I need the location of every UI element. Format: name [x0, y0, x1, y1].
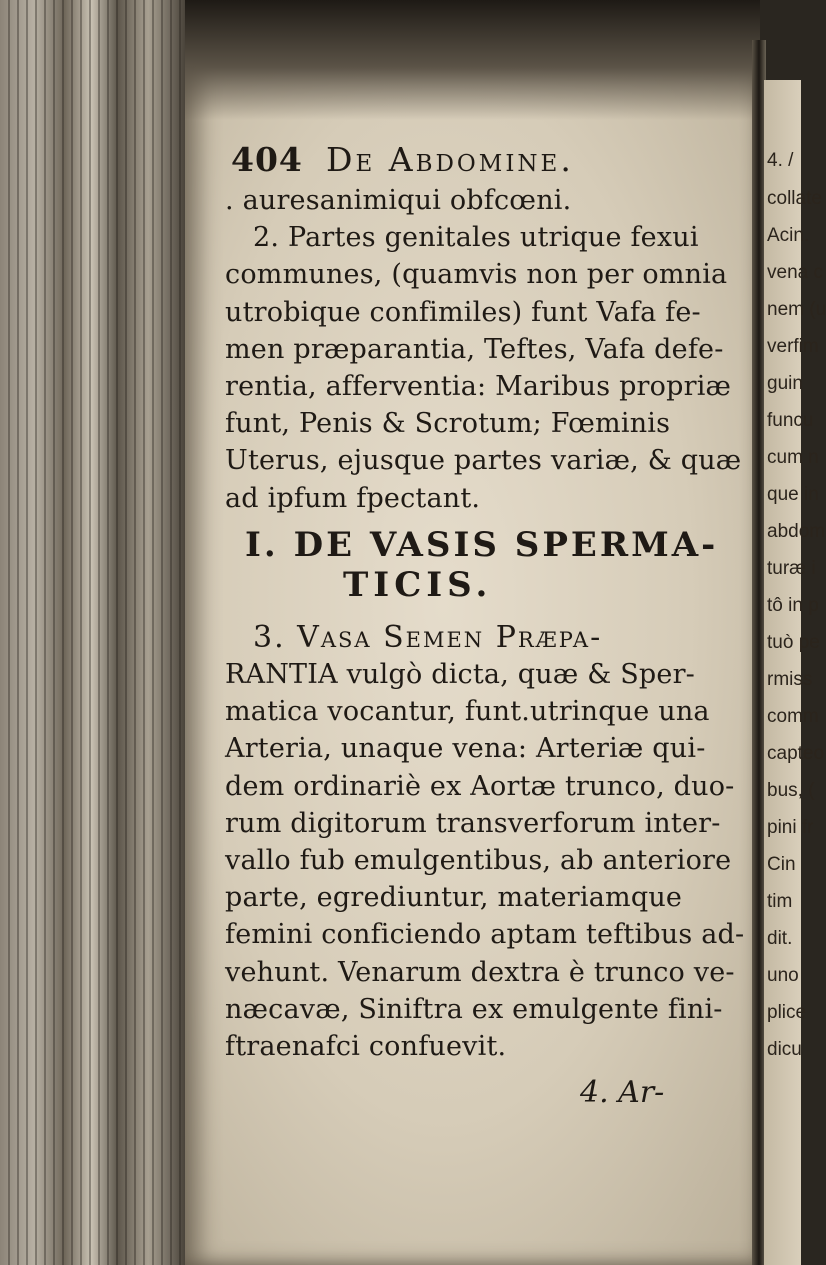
- next-page-fragment: Cin: [767, 854, 796, 875]
- page-top-shadow: [185, 0, 760, 120]
- next-page-fragment: cum n: [767, 447, 819, 468]
- next-page-fragment-list: [764, 180, 826, 1068]
- next-page-fragment: que in: [767, 484, 819, 505]
- paragraph-lead: 3. Vasa Semen Præpa-: [253, 619, 603, 655]
- next-page-fragment: 4. /: [767, 150, 794, 171]
- text-line: næcavæ, Siniftra ex emulgente fini-: [225, 993, 723, 1025]
- next-page-fragment: bus, (: [767, 780, 815, 801]
- text-line: matica vocantur, funt.utrinque una: [225, 696, 710, 728]
- text-line: parte, egrediuntur, materiamque: [225, 882, 683, 914]
- text-line: femini conficiendo aptam teftibus ad-: [225, 919, 745, 951]
- running-head: De Abdomine.: [326, 140, 574, 179]
- text-line: RANTIA vulgò dicta, quæ & Sper-: [225, 659, 695, 691]
- next-page-fragment: tuò pe: [767, 632, 820, 653]
- text-line: men præparantia, Teftes, Vafa defe-: [225, 333, 724, 365]
- next-page-fragment: turæ i: [767, 558, 816, 579]
- next-page-fragment: rmiss: [767, 669, 813, 690]
- next-page-fragment: guin: [767, 373, 803, 394]
- text-line: 2. Partes genitales utrique fexui: [253, 222, 699, 254]
- page-header: [231, 140, 745, 182]
- text-line: rentia, afferventia: Maribus propriæ: [225, 371, 732, 403]
- next-page-fragment: uno: [767, 965, 799, 986]
- text-line: ftraenafci confuevit.: [225, 1031, 507, 1063]
- next-page-fragment: plice: [767, 1002, 807, 1023]
- text-line: . auresanimiqui obfcœni.: [225, 185, 572, 216]
- section-heading: I. DE VASIS SPERMA-: [245, 524, 719, 565]
- catchword: 4. Ar-: [580, 1075, 665, 1110]
- next-page-fragment-first: [764, 142, 793, 179]
- text-line: Arteria, unaque vena: Arteriæ qui-: [225, 733, 706, 765]
- next-page-fragment: Acin.: [767, 225, 810, 246]
- page-edge-lines: [8, 0, 183, 1265]
- next-page-fragment: tô in p: [767, 595, 819, 616]
- next-page-fragment: abdom: [767, 521, 826, 542]
- text-line: vallo fub emulgentibus, ab anteriore: [225, 845, 732, 877]
- text-line: Uterus, ejusque partes variæ, & quæ: [225, 445, 742, 477]
- next-page-fragment: collate: [767, 188, 822, 209]
- next-page-fragment: tim: [767, 891, 793, 912]
- next-page-fragment: dit.: [767, 928, 793, 949]
- text-line: vehunt. Venarum dextra è trunco ve-: [225, 956, 735, 988]
- section-heading-continued: TICIS.: [343, 564, 493, 605]
- page-number: 404: [231, 140, 303, 179]
- next-page-fragment: comm: [767, 706, 819, 727]
- spacer: [225, 605, 745, 619]
- next-page-fragment: dicu: [767, 1039, 802, 1060]
- page-text: [225, 140, 745, 1065]
- next-page-fragment: vena c: [767, 262, 823, 283]
- text-line: communes, (quamvis non per omnia: [225, 259, 728, 291]
- next-page-fragment: capteo: [767, 743, 825, 764]
- next-page-fragment: pini fr: [767, 817, 814, 838]
- text-line: utrobique confimiles) funt Vafa fe-: [225, 296, 701, 328]
- text-line: funt, Penis & Scrotum; Fœminis: [225, 408, 671, 440]
- next-page-fragment: funcu: [767, 410, 814, 431]
- text-line: dem ordinariè ex Aortæ trunco, duo-: [225, 770, 735, 802]
- text-line: ad ipfum fpectant.: [225, 482, 481, 514]
- next-page-fragment: verfim: [767, 336, 819, 357]
- next-page-fragment: nem (u: [767, 299, 826, 320]
- next-page-strip: [764, 80, 826, 1265]
- text-line: rum digitorum transverforum inter-: [225, 807, 721, 839]
